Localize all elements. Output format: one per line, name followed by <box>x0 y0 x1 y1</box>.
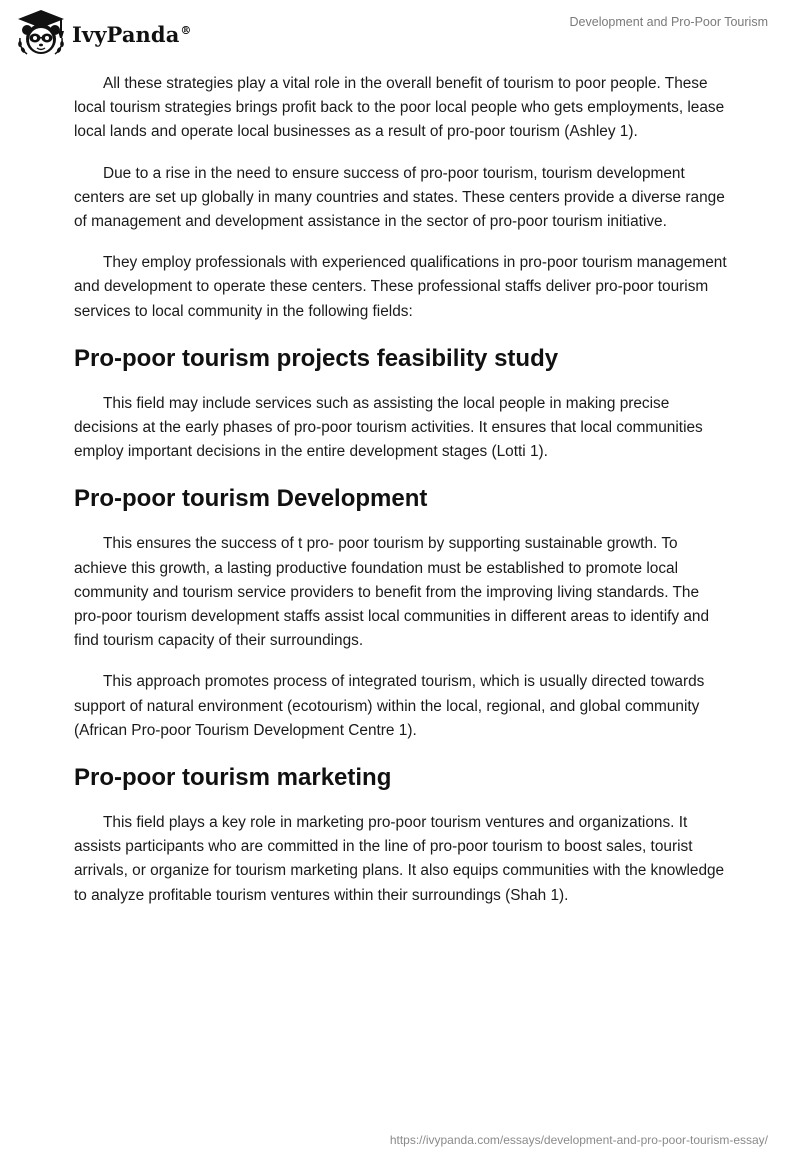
page-header <box>0 0 800 66</box>
paragraph: They employ professionals with experienced qualifications in pro-poor tourism management and development to operate these centers. These professional staffs deliver pro-poor tourism services to local community in the following fields: <box>74 254 727 320</box>
paragraph: This field plays a key role in marketing pro-poor tourism ventures and organizations. It assists participants who are committed in the line of pro-poor tourism to boost sales, tourist arrivals, or organize for tourism marketing plans. It also equips communities with the knowledge to analyze profitable tourism ventures within their surroundings (Shah 1). <box>74 814 725 904</box>
essay-body <box>74 72 730 925</box>
brand-name: IvyPanda® <box>72 21 192 47</box>
paragraph: All these strategies play a vital role in the overall benefit of tourism to poor people. These local tourism strategies brings profit back to the poor local people who gets employments, lease local lands and operate local businesses as a result of pro-poor tourism (Ashley 1). <box>74 75 725 141</box>
paragraph: This approach promotes process of integrated tourism, which is usually directed towards support of natural environment (ecotourism) within the local, regional, and global community (African Pro-poor Tourism Development Centre 1). <box>74 673 705 739</box>
paragraph: This field may include services such as assisting the local people in making precise decisions at the early phases of pro-poor tourism activities. It ensures that local communities employ important decisions in the entire development stages (Lotti 1). <box>74 394 703 461</box>
paragraph: Due to a rise in the need to ensure success of pro-poor tourism, tourism development centers are set up globally in many countries and states. These centers provide a diverse range of management and development assistance in the sector of pro-poor tourism initiative. <box>74 164 725 231</box>
section-heading: Pro-poor tourism projects feasibility study <box>74 344 559 372</box>
section-heading: Pro-poor tourism marketing <box>74 764 392 792</box>
source-url-link[interactable]: https://ivypanda.com/essays/development-and-pro-poor-tourism-essay/ <box>389 1133 768 1147</box>
panda-graduate-icon <box>14 8 68 58</box>
section-heading: Pro-poor tourism Development <box>74 485 428 513</box>
document-title: Development and Pro-Poor Tourism <box>569 15 768 29</box>
paragraph: This ensures the success of t pro- poor tourism by supporting sustainable growth. To achieve this growth, a lasting productive foundation must be established to promote local community and tourism service providers to benefit from the improving living standards. The pro-poor tourism development staffs assist local communities in different areas to identify and find tourism capacity of their surroundings. <box>74 535 710 650</box>
brand-logo[interactable] <box>14 8 192 58</box>
